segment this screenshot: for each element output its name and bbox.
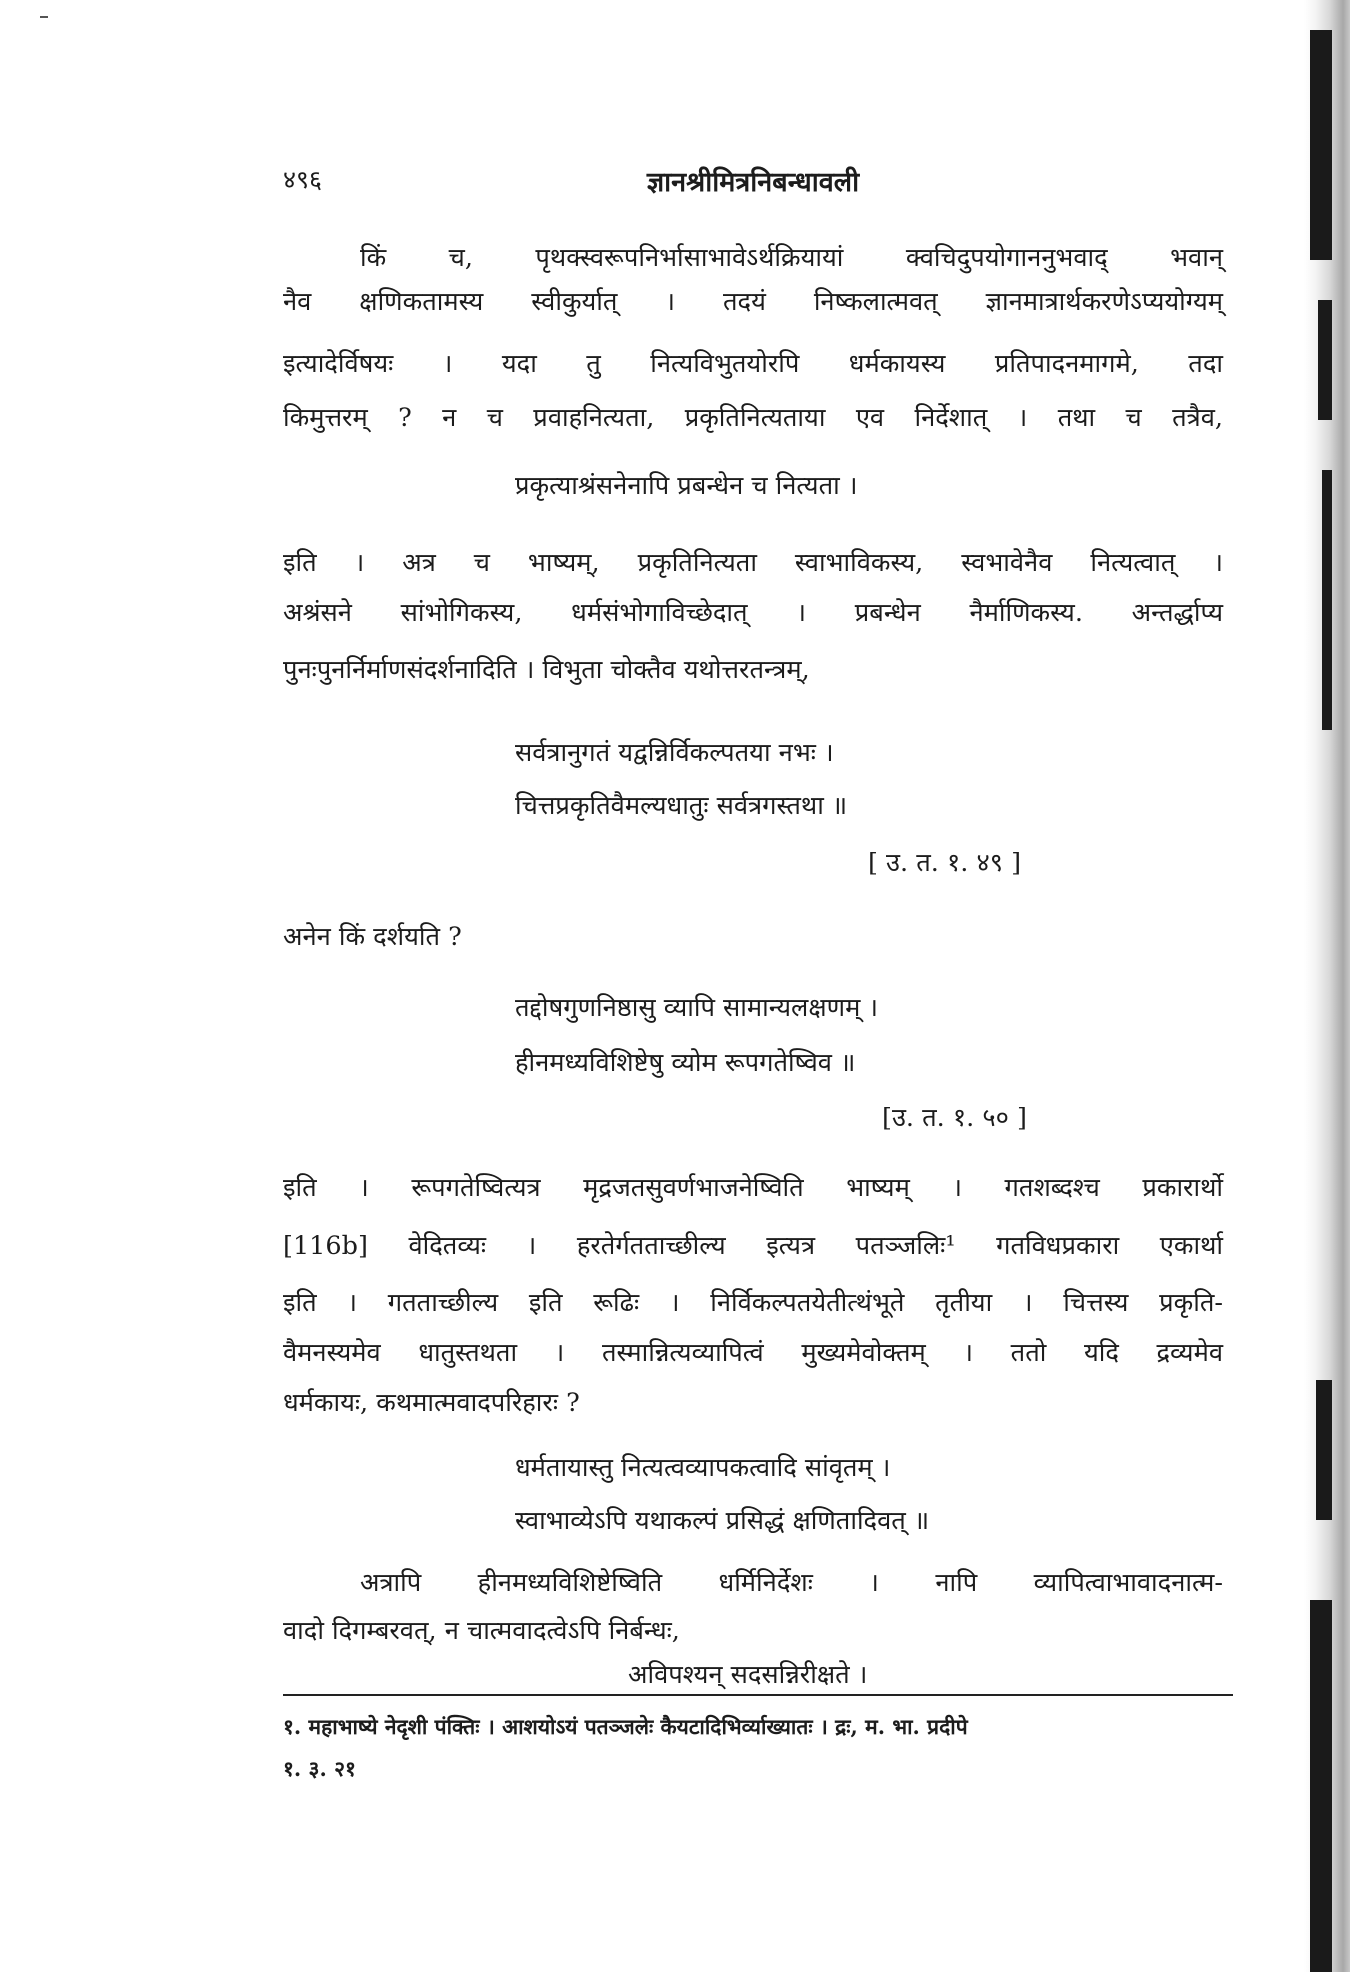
verse-line: स्वाभाव्येऽपि यथाकल्पं प्रसिद्धं क्षणितादिवत् ॥ [515,1506,930,1536]
text-line: वैमनस्यमेव धातुस्तथता । तस्मान्नित्यव्यापित्वं मुख्यमेवोक्तम् । ततो यदि द्रव्यमेव [283,1338,1223,1368]
text-line: इति । रूपगतेष्वित्यत्र मृद्रजतसुवर्णभाजनेष्विति भाष्यम् । गतशब्दश्च प्रकारार्थो [283,1173,1223,1203]
text-line: [116b] वेदितव्यः । हरतेर्गतताच्छील्य इत्यत्र पतञ्जलिः¹ गतविधप्रकारा एकार्था [283,1231,1223,1261]
text-line: धर्मकायः, कथमात्मवादपरिहारः ? [283,1388,580,1418]
verse-line: हीनमध्यविशिष्टेषु व्योम रूपगतेष्विव ॥ [515,1048,856,1078]
edge-shadow [1322,470,1332,730]
text-line: किं च, पृथक्स्वरूपनिर्भासाभावेऽर्थक्रियायां क्वचिदुपयोगाननुभवाद् भवान् [360,243,1223,273]
edge-shadow [1310,1600,1332,1972]
verse-reference: [उ. त. १. ५० ] [882,1103,1027,1133]
edge-shadow [1316,1380,1332,1520]
text-line: वादो दिगम्बरवत्, न चात्मवादत्वेऽपि निर्बन्धः, [283,1616,680,1646]
footnote: १. ३. २१ [283,1756,356,1781]
verse-line: धर्मतायास्तु नित्यत्वव्यापकत्वादि सांवृतम् । [515,1453,891,1483]
edge-shadow [1318,300,1332,420]
text-line: अश्रंसने सांभोगिकस्य, धर्मसंभोगाविच्छेदात् । प्रबन्धेन नैर्माणिकस्य. अन्तर्द्धाप्य [283,598,1223,628]
text-line: अत्रापि हीनमध्यविशिष्टेष्विति धर्मिनिर्देशः । नापि व्यापित्वाभावादनात्म- [360,1568,1223,1598]
verse-line: प्रकृत्याश्रंसनेनापि प्रबन्धेन च नित्यता । [515,471,858,501]
footnote: १. महाभाष्ये नेदृशी पंक्तिः । आशयोऽयं पतञ्जलेः कैयटादिभिर्व्याख्यातः । द्रः, म. भा. प्रदीपे [283,1714,968,1739]
text-line: इति । गतताच्छील्य इति रूढिः । निर्विकल्पतयेतीत्थंभूते तृतीया । चित्तस्य प्रकृति- [283,1288,1223,1318]
text-line: नैव क्षणिकतामस्य स्वीकुर्यात् । तदयं निष्कलात्मवत् ज्ञानमात्रार्थकरणेऽप्ययोग्यम् [283,287,1223,317]
verse-line: अविपश्यन् सदसन्निरीक्षते । [628,1660,868,1690]
text-line: पुनःपुनर्निर्माणसंदर्शनादिति । विभुता चोक्तैव यथोत्तरतन्त्रम्, [283,655,810,685]
scan-mark [40,16,48,18]
verse-line: तद्दोषगुणनिष्ठासु व्यापि सामान्यलक्षणम् । [515,993,879,1023]
edge-shadow [1310,30,1332,260]
footnote-rule [283,1694,1233,1696]
text-line: अनेन किं दर्शयति ? [283,922,462,952]
text-line: इत्यादेर्विषयः । यदा तु नित्यविभुतयोरपि धर्मकायस्य प्रतिपादनमागमे, तदा [283,349,1223,379]
text-line: इति । अत्र च भाष्यम्, प्रकृतिनित्यता स्वाभाविकस्य, स्वभावेनैव नित्यत्वात् । [283,548,1223,578]
running-title: ज्ञानश्रीमित्रनिबन्धावली [646,167,860,198]
text-line: किमुत्तरम् ? न च प्रवाहनित्यता, प्रकृतिनित्यताया एव निर्देशात् । तथा च तत्रैव, [283,403,1223,433]
page-header [283,162,1223,202]
scanned-page-edge [1304,0,1350,1972]
verse-line: सर्वत्रानुगतं यद्वन्निर्विकल्पतया नभः । [515,738,834,768]
verse-line: चित्तप्रकृतिवैमल्यधातुः सर्वत्रगस्तथा ॥ [515,791,848,821]
verse-reference: [ उ. त. १. ४९ ] [868,848,1022,878]
page-number: ४९६ [283,165,323,194]
